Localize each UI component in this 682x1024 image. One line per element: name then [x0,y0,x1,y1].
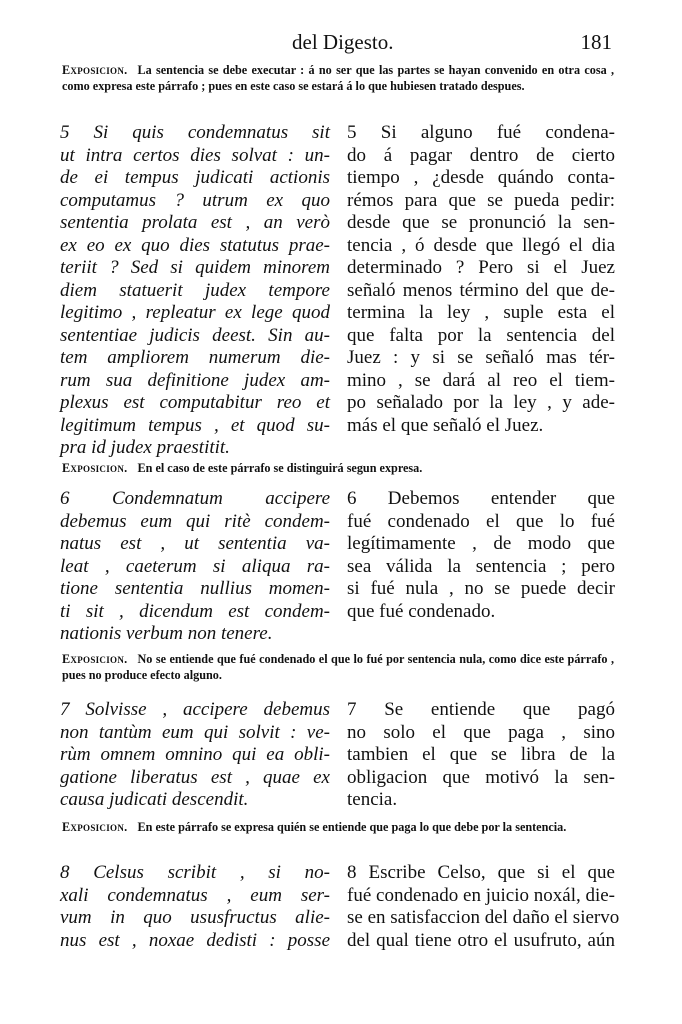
exposicion-text: La sentencia se debe executar : á no ser que las partes se hayan convenido en otra cosa , como expresa este párrafo ; pues en este caso se estará á lo que hubiesen tratado despues. [62,63,614,93]
page-number: 181 [580,30,612,54]
latin-line: ti sit , dicendum est condem- [60,600,330,622]
spanish-line: legítimamente , de modo que [347,533,615,554]
spanish-line: sea válida la sentencia ; pero [347,555,615,577]
latin-line: nus est , noxae dedisti : posse [60,929,330,951]
latin-column-6 [60,488,330,646]
spanish-line: que falta por la sentencia del [347,324,615,346]
latin-line: legitimum tempus , et quod su- [60,414,330,436]
spanish-line: 8 Escribe Celso, que si el que [347,862,615,883]
spanish-line: mino , se dará al reo el tiem- [347,369,615,391]
spanish-line: po señalado por la ley , y ade- [347,392,615,413]
latin-line: gatione liberatus est , quae ex [60,766,330,788]
latin-line: sententiae judicis deest. Sin au- [60,324,330,346]
latin-line: nationis verbum non tenere. [60,623,273,644]
latin-line: pra id judex praestitit. [60,437,230,458]
latin-line: computamus ? utrum ex quo [60,189,330,211]
latin-line: ex eo ex quo dies statutus prae- [60,234,330,256]
spanish-column-5 [347,122,615,437]
latin-column-5 [60,122,330,460]
latin-line: tem ampliorem numerum die- [60,347,330,368]
spanish-line: termina la ley , suple esta el [347,302,615,323]
exposicion-text: No se entiende que fué condenado el que lo fué por sentencia nula, como dice este párrafo , pues no produce efecto alguno. [62,652,614,682]
latin-line: non tantùm eum qui solvit : ve- [60,721,330,743]
spanish-line: 5 Si alguno fué condena- [347,122,615,143]
spanish-line: 7 Se entiende que pagó [347,699,615,720]
spanish-line: más el que señaló el Juez. [347,414,544,436]
latin-line: 7 Solvisse , accipere debemus [60,699,330,720]
latin-line: 8 Celsus scribit , si no- [60,862,330,883]
spanish-line: señaló menos término del que de- [347,279,615,301]
latin-line: teriit ? Sed si quidem minorem [60,257,330,278]
spanish-column-7 [347,699,615,812]
spanish-line: se en satisfaccion del daño el siervo [347,907,620,928]
spanish-line: tambien el que se libra de la [347,744,615,765]
exposicion-text: En este párrafo se expresa quién se entiende que paga lo que debe por la sentencia. [137,820,567,834]
spanish-line: determinado ? Pero si el Juez [347,257,615,278]
latin-line: de ei tempus judicati actionis [60,167,330,188]
spanish-line: fué condenado en juicio noxál, die- [347,884,616,906]
running-header [0,30,682,60]
spanish-line: tencia. [347,789,398,810]
spanish-line: Juez : y si se señaló mas tér- [347,347,615,368]
latin-line: vum in quo ususfructus alie- [60,907,330,928]
running-title: del Digesto. [292,30,394,54]
latin-column-8 [60,862,330,952]
spanish-line: no solo el que paga , sino [347,721,615,743]
spanish-line: fué condenado el que lo fué [347,510,615,532]
latin-line: debemus eum qui ritè condem- [60,510,330,532]
spanish-line: do á pagar dentro de cierto [347,144,615,166]
spanish-line: 6 Debemos entender que [347,488,615,509]
latin-column-7 [60,699,330,812]
spanish-column-8 [347,862,620,952]
latin-line: sententia prolata est , an verò [60,212,330,233]
spanish-line: tencia , ó desde que llegó el dia [347,234,615,256]
latin-line: xali condemnatus , eum ser- [60,884,330,906]
spanish-line: que fué condenado. [347,600,496,622]
latin-line: 6 Condemnatum accipere [60,488,330,509]
spanish-line: obligacion que motivó la sen- [347,766,615,788]
spanish-line: desde que se pronunció la sen- [347,212,615,233]
exposicion-label: Exposicion. [62,461,128,475]
latin-line: causa judicati descendit. [60,789,249,810]
spanish-column-6 [347,488,615,623]
exposicion-note-6 [62,460,614,476]
exposicion-note-5 [62,62,614,94]
spanish-line: del qual tiene otro el usufruto, aún [347,929,615,951]
exposicion-label: Exposicion. [62,652,128,666]
latin-line: rum sua definitione judex am- [60,369,330,391]
exposicion-note-8 [62,819,614,835]
latin-line: leat , caeterum si aliqua ra- [60,555,330,577]
exposicion-label: Exposicion. [62,63,128,77]
spanish-line: tiempo , ¿desde quándo conta- [347,167,615,188]
latin-line: ut intra certos dies solvat : un- [60,144,330,166]
latin-line: diem statuerit judex tempore [60,279,330,301]
latin-line: tione sententia nullius momen- [60,578,330,599]
latin-line: plexus est computabitur reo et [60,392,330,413]
spanish-line: si fué nula , no se puede decir [347,578,615,599]
latin-line: legitimo , repleatur ex lege quod [60,302,330,323]
latin-line: 5 Si quis condemnatus sit [60,122,330,143]
spanish-line: rémos para que se pueda pedir: [347,189,615,211]
latin-line: rùm omnem omnino qui ea obli- [60,744,330,765]
exposicion-text: En el caso de este párrafo se distinguirá segun expresa. [137,461,423,475]
exposicion-label: Exposicion. [62,820,128,834]
latin-line: natus est , ut sententia va- [60,533,330,554]
exposicion-note-7 [62,651,614,683]
